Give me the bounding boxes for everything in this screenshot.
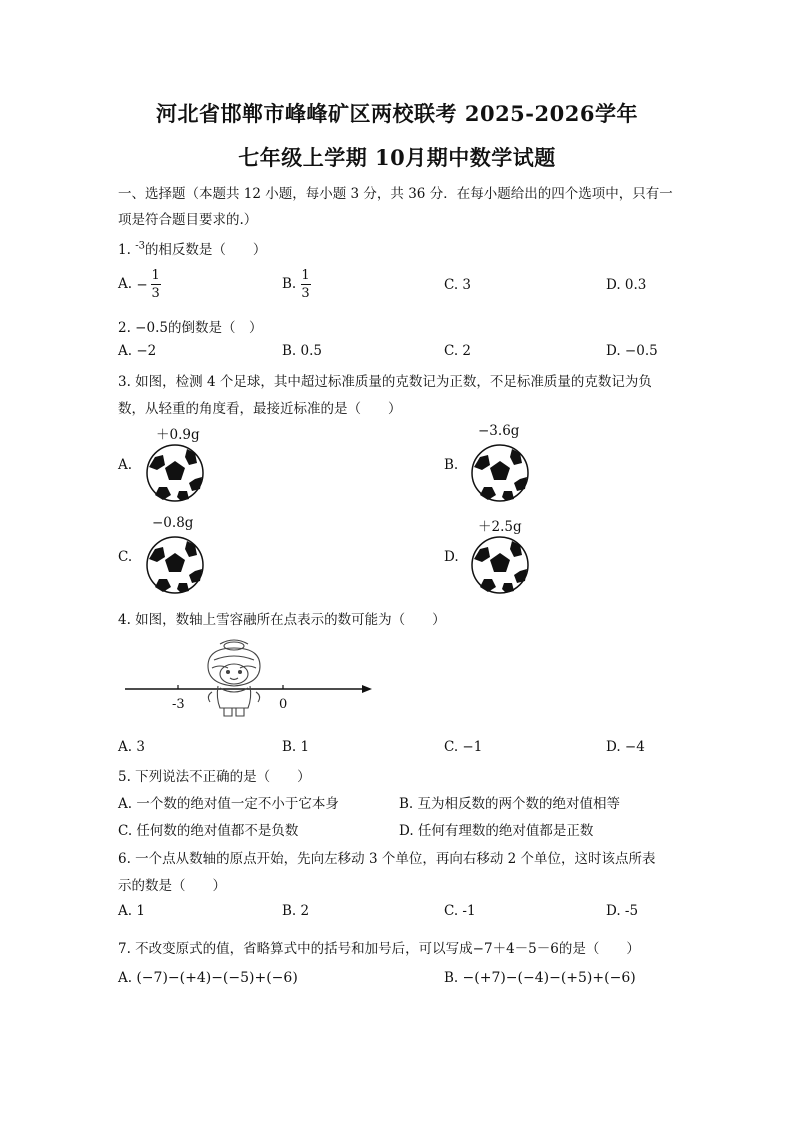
q4-option-a[interactable]: A. 3 [118,739,145,755]
question-1-stem [118,238,266,258]
q1-option-a[interactable] [118,268,161,301]
ball-a-mass: ＋0.9g [156,427,200,443]
ball-c-label[interactable]: C. [118,549,133,565]
question-1-expression: -3 [135,240,145,252]
ball-d-label[interactable]: D. [444,549,459,565]
section-heading-line1: 一、选择题（本题共 12 小题，每小题 3 分，共 36 分．在每小题给出的四个选项中，只有一 [118,186,673,202]
q1-option-b[interactable] [282,268,311,301]
option-expression: (−7)−(+4)−(−5)+(−6) [136,970,298,986]
q4-option-d[interactable]: D. −4 [606,739,645,755]
q5-option-b[interactable]: B. 互为相反数的两个数的绝对值相等 [399,796,621,812]
q1-option-c[interactable]: C. 3 [444,277,472,293]
question-7-stem: 7. 不改变原式的值，省略算式中的括号和加号后，可以写成−7＋4－5－6的是（ ） [118,941,640,957]
q5-option-c[interactable]: C. 任何数的绝对值都不是负数 [118,823,299,839]
mascot-icon [208,640,260,716]
option-expression: −(+7)−(−4)−(+5)+(−6) [462,970,636,986]
number-line-figure [120,636,380,728]
q7-option-b[interactable] [444,970,636,986]
tick-label-0: 0 [279,697,288,712]
q6-option-c[interactable]: C. -1 [444,903,476,919]
ball-d-mass: ＋2.5g [478,519,522,535]
q2-option-b[interactable]: B. 0.5 [282,343,322,359]
soccer-ball-icon [145,535,205,595]
fraction [151,268,161,301]
question-3-line2: 数，从轻重的角度看，最接近标准的是（ ） [118,401,402,417]
section-heading-line2: 项是符合题目要求的.） [118,212,258,228]
ball-b-mass: −3.6g [478,423,520,439]
denominator: 3 [151,286,160,301]
ball-c-mass: −0.8g [152,515,194,531]
question-3-line1: 3. 如图，检测 4 个足球，其中超过标准质量的克数记为正数，不足标准质量的克数记为负 [118,374,652,390]
fraction [301,268,311,301]
option-label: A. [118,970,133,986]
exam-title-line1: 河北省邯郸市峰峰矿区两校联考 2025-2026学年 [156,101,638,126]
question-2-stem: 2. −0.5的倒数是（ ） [118,320,263,336]
q6-option-b[interactable]: B. 2 [282,903,310,919]
tick-label-neg3: -3 [172,697,185,712]
question-6-line2: 示的数是（ ） [118,878,226,894]
q4-option-c[interactable]: C. −1 [444,739,483,755]
q2-option-d[interactable]: D. −0.5 [606,343,658,359]
q5-option-a[interactable]: A. 一个数的绝对值一定不小于它本身 [118,796,339,812]
soccer-ball-icon [470,443,530,503]
option-label: A. [118,276,133,292]
q6-option-a[interactable]: A. 1 [118,903,145,919]
q2-option-c[interactable]: C. 2 [444,343,472,359]
ball-a-label[interactable]: A. [118,457,133,473]
q4-option-b[interactable]: B. 1 [282,739,310,755]
ball-b-label[interactable]: B. [444,457,459,473]
q6-option-d[interactable]: D. -5 [606,903,639,919]
option-label: B. [444,970,459,986]
q5-option-d[interactable]: D. 任何有理数的绝对值都是正数 [399,823,594,839]
question-4-stem: 4. 如图，数轴上雪容融所在点表示的数可能为（ ） [118,612,446,628]
question-1-text: 的相反数是（ ） [144,242,267,258]
exam-title-line2: 七年级上学期 10月期中数学试题 [238,145,556,170]
denominator: 3 [301,286,310,301]
question-5-stem: 5. 下列说法不正确的是（ ） [118,769,311,785]
option-label: B. [282,276,297,292]
q1-option-d[interactable]: D. 0.3 [606,277,647,293]
question-number: 1. [118,242,131,258]
soccer-ball-icon [470,535,530,595]
q7-option-a[interactable] [118,970,298,986]
numerator: 1 [301,268,310,283]
negative-sign: − [136,276,148,293]
question-6-line1: 6. 一个点从数轴的原点开始，先向左移动 3 个单位，再向右移动 2 个单位，这时该点所表 [118,851,656,867]
q2-option-a[interactable]: A. −2 [118,343,157,359]
numerator: 1 [151,268,160,283]
soccer-ball-icon [145,443,205,503]
